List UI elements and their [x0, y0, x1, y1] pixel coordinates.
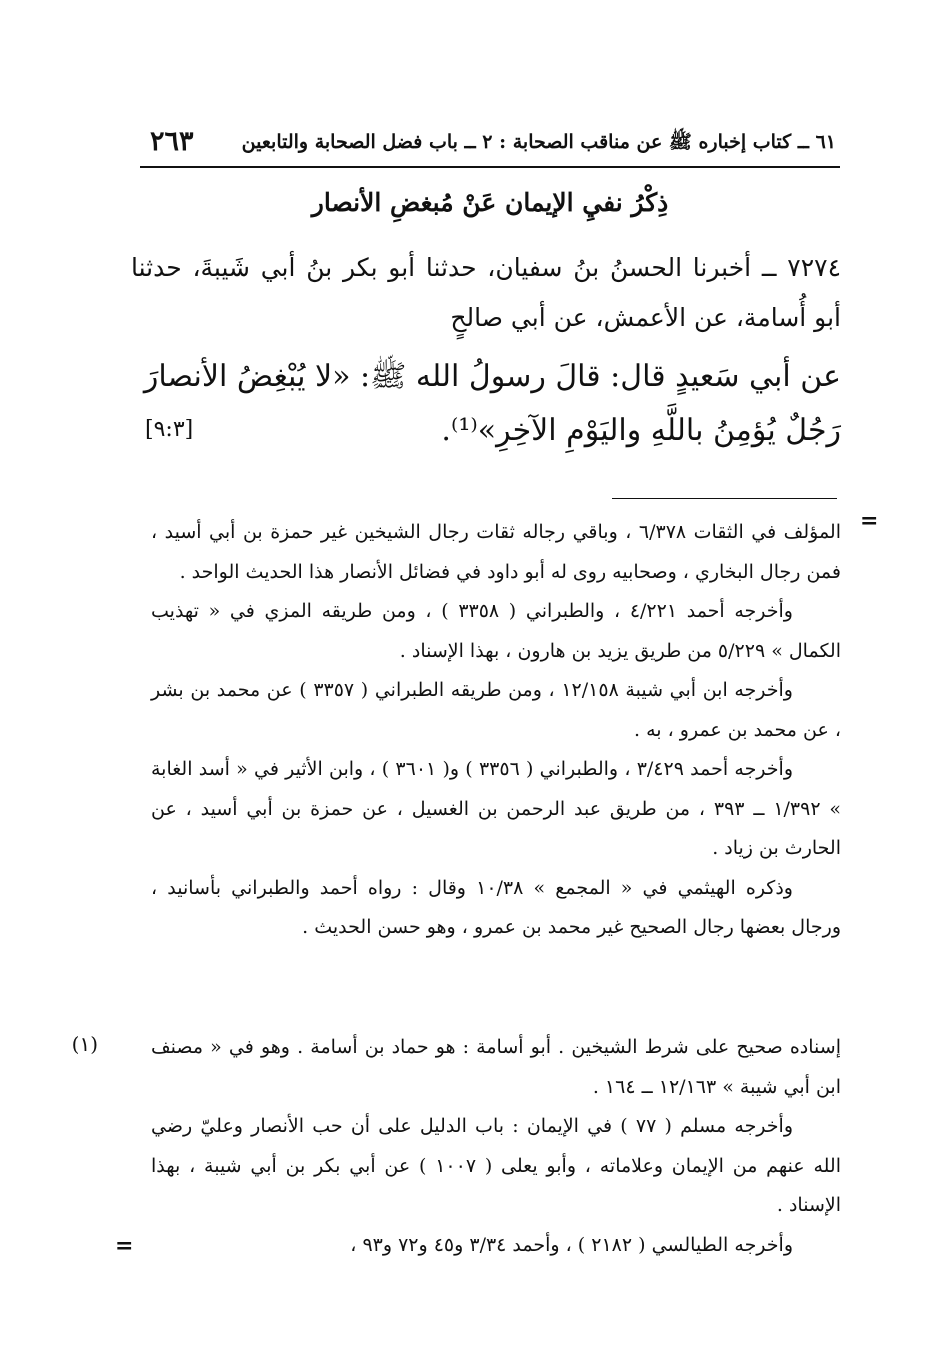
page-number: ٢٦٣: [150, 126, 194, 157]
footnote-paragraph: وأخرجه أحمد ٤/٢٢١ ، والطبراني ( ٣٣٥٨ ) ، ومن طريقه المزي في « تهذيب الكمال » ٥/٢٢٩ من طريق يزيد بن هارون ، بهذا الإسناد .: [151, 600, 841, 662]
matn-line-1: عن أبي سَعيدٍ قال: قالَ رسولُ الله ﷺ: «لا يُبْغِضُ الأنصارَ: [143, 359, 841, 394]
footnote-1: [151, 1028, 841, 1265]
footnote-separator: [612, 498, 837, 499]
footnote-paragraph: وأخرجه مسلم ( ٧٧ ) في الإيمان : باب الدليل على أن حب الأنصار وعليّ رضي الله عنهم من الإيمان وعلاماته ، وأبو يعلى ( ١٠٠٧ ) عن أبي بكر بن أبي شيبة ، بهذا الإسناد .: [151, 1115, 841, 1216]
hadith-reference-code: [٩:٣]: [145, 417, 194, 442]
section-title: ذِكْرُ نفيِ الإيمان عَنْ مُبغضِ الأنصار: [311, 188, 669, 217]
footnote-1-marker: (١): [71, 1032, 98, 1056]
footnote-paragraph: وأخرجه أحمد ٣/٤٢٩ ، والطبراني ( ٣٣٥٦ ) و( ٣٦٠١ ) ، وابن الأثير في « أسد الغابة » ١/٣٩٢ ــ ٣٩٣ ، من طريق عبد الرحمن بن الغسيل ، عن حمزة بن أبي أسيد ، عن الحارث بن زياد .: [151, 758, 841, 859]
hadith-matn: [131, 350, 841, 458]
continuation-mark-bottom: =: [115, 1233, 134, 1259]
header-rule: [140, 166, 840, 168]
footnote-paragraph: وذكره الهيثمي في « المجمع » ١٠/٣٨ وقال : رواه أحمد والطبراني بأسانيد ، ورجال بعضها رجال الصحيح غير محمد بن عمرو ، وهو حسن الحديث .: [151, 876, 841, 938]
hadith-isnad: ٧٢٧٤ ــ أخبرنا الحسنُ بنُ سفيان، حدثنا أبو بكر بنُ أبي شَيبةَ، حدثنا أبو أُسامة، عن الأعمش، عن أبي صالحٍ: [131, 253, 841, 332]
matn-line-2: رَجُلٌ يُؤمِنُ باللَّهِ واليَوْمِ الآخِرِ»⁽¹⁾.: [441, 413, 841, 448]
footnote-paragraph: إسناده صحيح على شرط الشيخين . أبو أسامة : هو حماد بن أسامة . وهو في « مصنف ابن أبي شيبة » ١٢/١٦٣ ــ ١٦٤ .: [151, 1036, 841, 1098]
running-head: ٦١ ــ كتاب إخباره ﷺ عن مناقب الصحابة : ٢ ــ باب فضل الصحابة والتابعين: [241, 131, 836, 153]
footnote-paragraph: المؤلف في الثقات ٦/٣٧٨ ، وباقي رجاله ثقات رجال الشيخين غير حمزة بن أبي أسيد ، فمن رجال البخاري ، وصحابيه روى له أبو داود في فضائل الأنصار هذا الحديث الواحد .: [151, 521, 841, 583]
continuation-mark-top: =: [860, 508, 879, 534]
footnotes-continued: [151, 513, 841, 948]
footnote-paragraph: وأخرجه ابن أبي شيبة ١٢/١٥٨ ، ومن طريقه الطبراني ( ٣٣٥٧ ) عن محمد بن بشر ، عن محمد بن عمرو ، به .: [151, 679, 841, 741]
footnote-paragraph: وأخرجه الطيالسي ( ٢١٨٢ ) ، وأحمد ٣/٣٤ و٤٥ و٧٢ و٩٣ ،: [350, 1233, 793, 1256]
